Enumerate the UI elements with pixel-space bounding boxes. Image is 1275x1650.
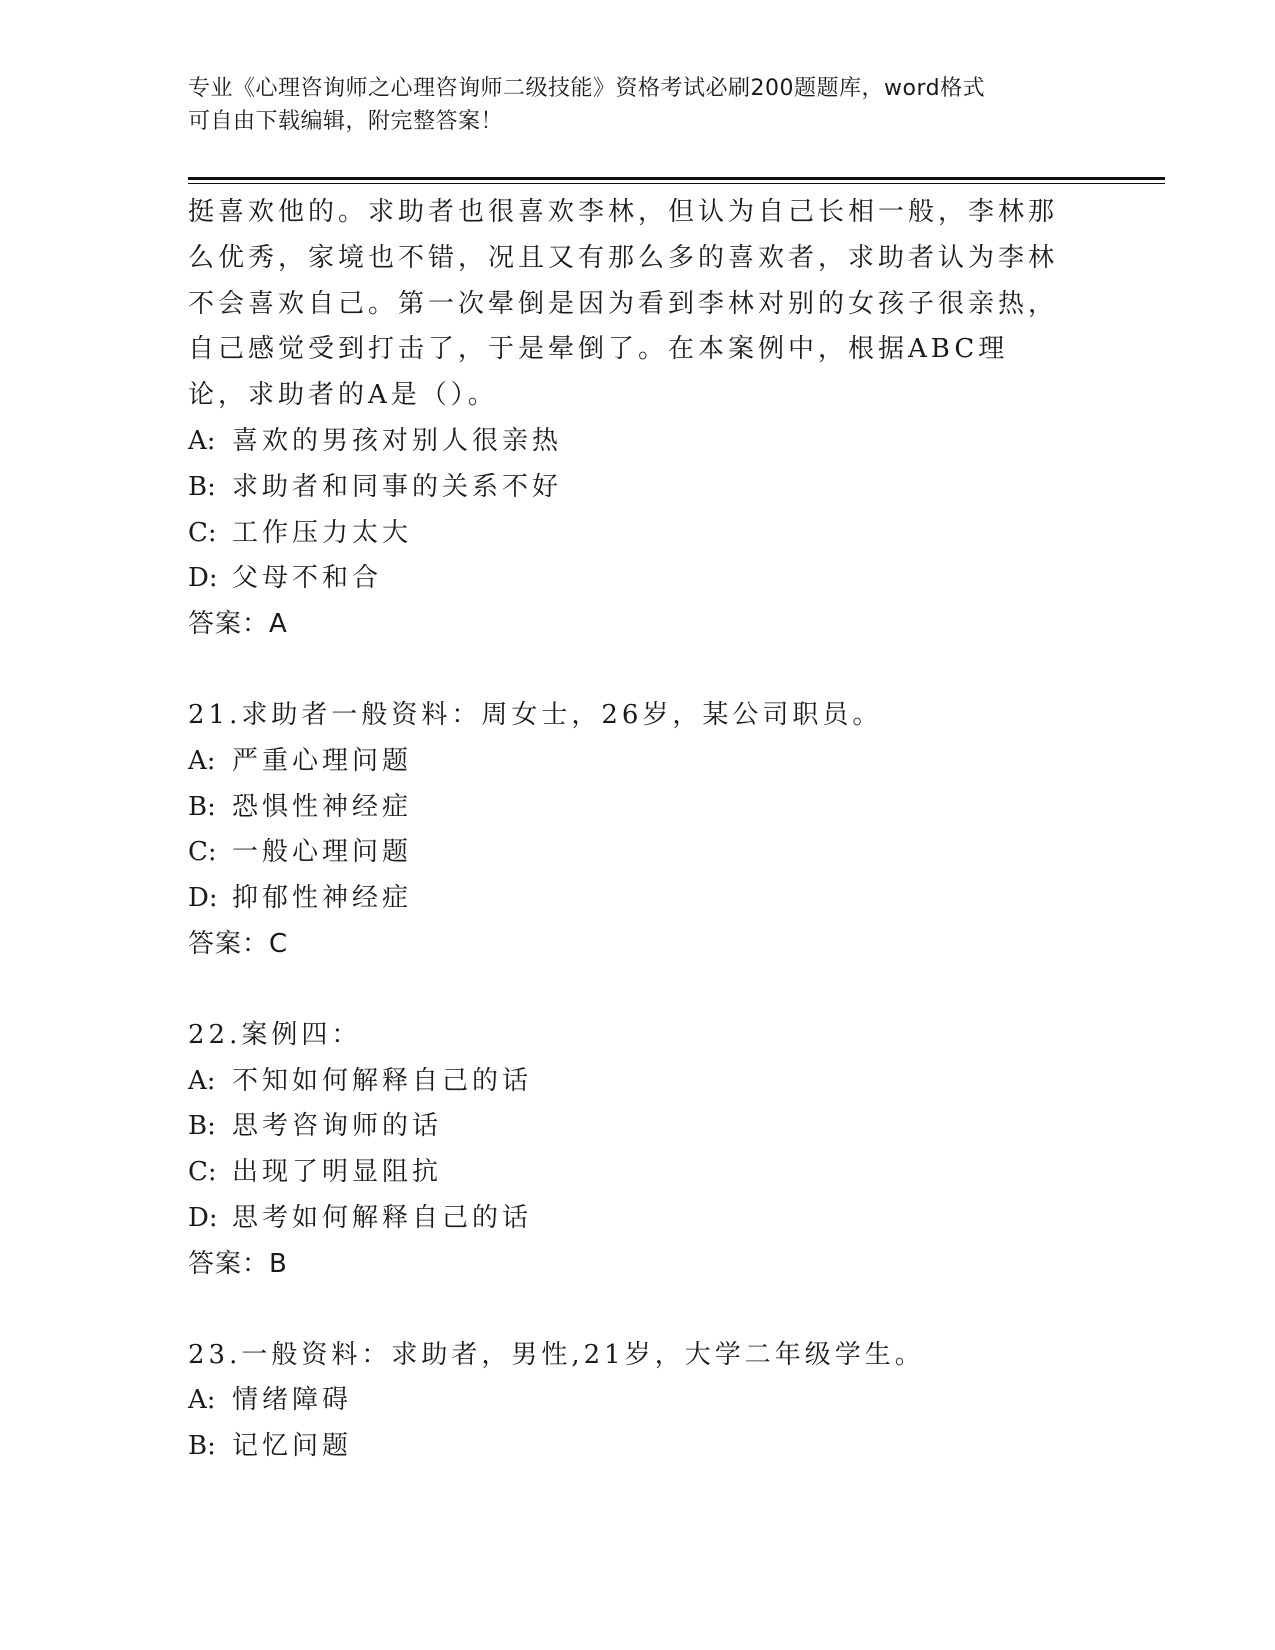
question-stem: 22.案例四： [188,1019,362,1050]
spacer [188,1288,1068,1333]
option-b [188,1424,1068,1470]
spacer [188,968,1068,1013]
question-stem: 挺喜欢他的。求助者也很喜欢李林，但认为自己长相一般，李林那么优秀，家境也不错，况且又有那么多的喜欢者，求助者认为李林不会喜欢自己。第一次晕倒是因为看到李林对别的女孩子很亲热，自己感觉受到打击了，于是晕倒了。在本案例中，根据ABC理论，求助者的A是（）。 [188,197,1059,411]
option-letter: B: [188,471,216,502]
option-b [188,1104,1068,1150]
option-letter: D: [188,563,218,594]
option-letter: A: [188,1065,216,1096]
option-letter: B: [188,791,216,822]
header-rule-thick [188,177,1165,180]
option-letter: A: [188,1385,216,1416]
option-text: 父母不和合 [232,563,383,594]
question-21 [188,693,1068,968]
spacer [188,648,1068,693]
question-stem: 21.求助者一般资料：周女士，26岁，某公司职员。 [188,699,883,730]
option-text: 情绪障碍 [232,1385,353,1416]
option-a [188,739,1068,785]
option-a [188,419,1068,465]
option-letter: D: [188,883,218,914]
header-rule-thin [188,183,1165,184]
option-d [188,1196,1068,1242]
question-22 [188,1013,1068,1288]
question-stem: 23.一般资料：求助者，男性,21岁，大学二年级学生。 [188,1339,925,1370]
option-d [188,556,1068,602]
option-letter: B: [188,1431,216,1462]
option-letter: B: [188,1111,216,1142]
question-23 [188,1333,1068,1470]
option-text: 喜欢的男孩对别人很亲热 [232,425,563,456]
document-header [188,72,1088,138]
option-text: 工作压力太大 [232,517,413,548]
question-20 [188,190,1068,648]
option-text: 求助者和同事的关系不好 [232,471,563,502]
option-d [188,876,1068,922]
option-letter: C: [188,837,217,868]
option-c [188,830,1068,876]
option-letter: C: [188,517,217,548]
answer: 答案：B [188,1248,288,1279]
option-b [188,785,1068,831]
option-a [188,1059,1068,1105]
option-text: 记忆问题 [232,1431,353,1462]
option-text: 思考如何解释自己的话 [232,1202,533,1233]
answer: 答案：C [188,928,289,959]
option-letter: A: [188,745,216,776]
option-a [188,1378,1068,1424]
option-letter: C: [188,1157,217,1188]
option-text: 一般心理问题 [232,837,413,868]
option-letter: D: [188,1202,218,1233]
answer: 答案：A [188,609,288,640]
option-text: 恐惧性神经症 [232,791,413,822]
header-line-2: 可自由下载编辑，附完整答案！ [188,109,504,134]
option-letter: A: [188,425,216,456]
option-text: 出现了明显阻抗 [232,1157,443,1188]
option-text: 不知如何解释自己的话 [232,1065,533,1096]
header-line-1: 专业《心理咨询师之心理咨询师二级技能》资格考试必刷200题题库，word格式 [188,76,986,101]
option-c [188,1150,1068,1196]
option-b [188,465,1068,511]
option-text: 思考咨询师的话 [232,1111,443,1142]
option-text: 严重心理问题 [232,745,413,776]
option-text: 抑郁性神经症 [232,883,413,914]
option-c [188,511,1068,557]
document-body [188,190,1068,1470]
